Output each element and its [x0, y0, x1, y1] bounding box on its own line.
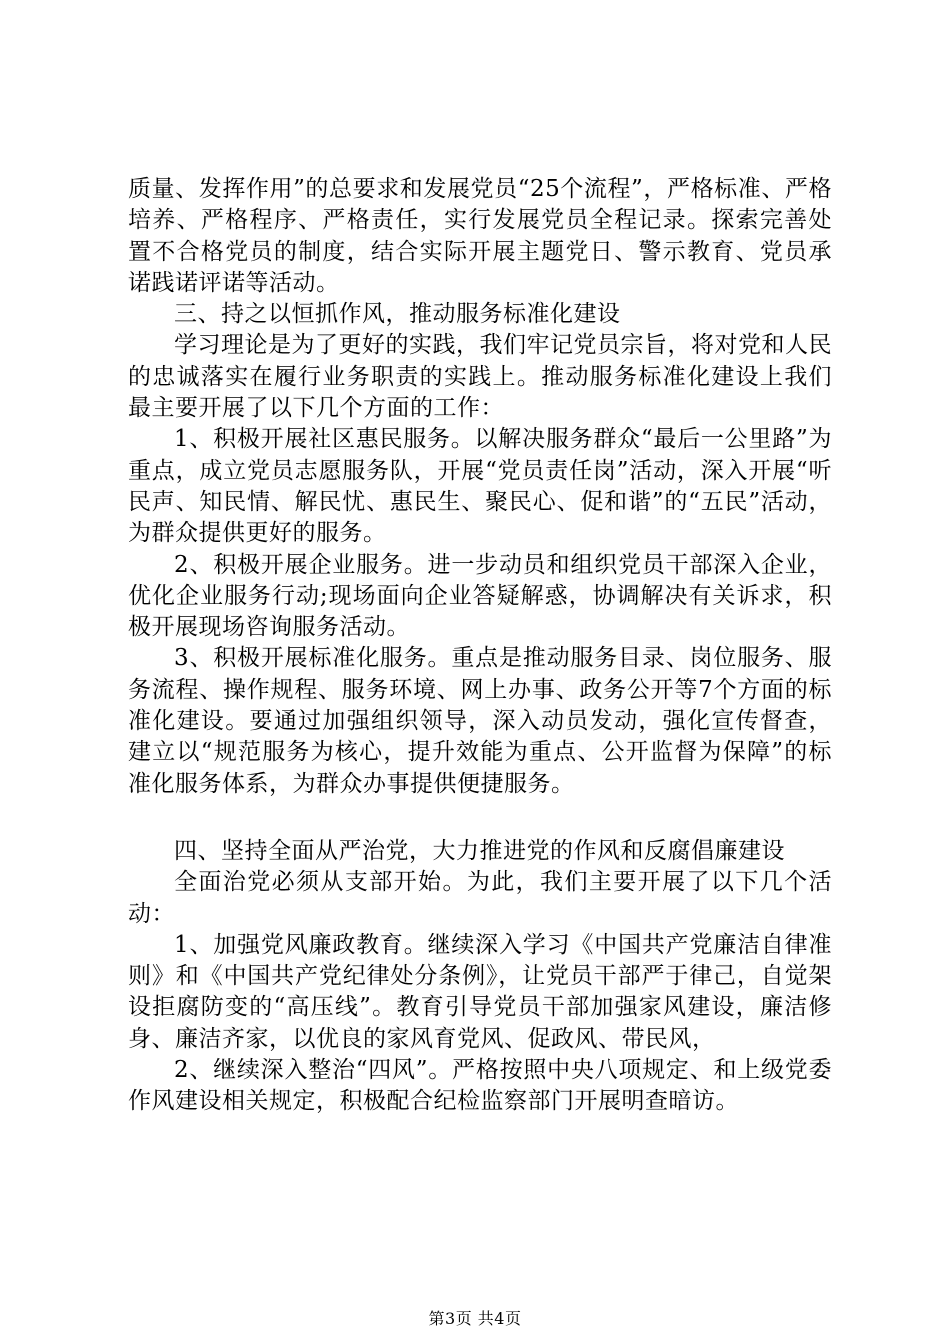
paragraph-intro-4: 全面治党必须从支部开始。为此，我们主要开展了以下几个活动：: [128, 869, 832, 927]
paragraph-item-4-1: 1、加强党风廉政教育。继续深入学习《中国共产党廉洁自律准则》和《中国共产党纪律处分条例》，让党员干部严于律己，自觉架设拒腐防变的“高压线”。教育引导党员干部加强家风建设，廉洁修身、廉洁齐家，以优良的家风育党风、促政风、带民风，: [128, 931, 832, 1052]
paragraph-item-3-2: 2、积极开展企业服务。进一步动员和组织党员干部深入企业，优化企业服务行动;现场面向企业答疑解惑，协调解决有关诉求，积极开展现场咨询服务活动。: [128, 551, 832, 641]
paragraph-item-3-1: 1、积极开展社区惠民服务。以解决服务群众“最后一公里路”为重点，成立党员志愿服务队，开展“党员责任岗”活动，深入开展“听民声、知民情、解民忧、惠民生、聚民心、促和谐”的“五民”活动，为群众提供更好的服务。: [128, 426, 832, 547]
paragraph-intro-3: 学习理论是为了更好的实践，我们牢记党员宗旨，将对党和人民的忠诚落实在履行业务职责的实践上。推动服务标准化建设上我们最主要开展了以下几个方面的工作：: [128, 332, 832, 422]
paragraph-item-3-3: 3、积极开展标准化服务。重点是推动服务目录、岗位服务、服务流程、操作规程、服务环境、网上办事、政务公开等7个方面的标准化建设。要通过加强组织领导，深入动员发动，强化宣传督查，建立以“规范服务为核心，提升效能为重点、公开监督为保障”的标准化服务体系，为群众办事提供便捷服务。: [128, 645, 832, 797]
paragraph-item-4-2: 2、继续深入整治“四风”。严格按照中央八项规定、和上级党委作风建设相关规定，积极配合纪检监察部门开展明查暗访。: [128, 1057, 832, 1115]
page-footer: [0, 1306, 950, 1329]
page-number-label: 第3页 共4页: [428, 1309, 522, 1328]
section-heading-4: 四、坚持全面从严治党，大力推进党的作风和反腐倡廉建设: [174, 837, 785, 864]
paragraph-continuation: 质量、发挥作用”的总要求和发展党员“25个流程”，严格标准、严格培养、严格程序、严格责任，实行发展党员全程记录。探索完善处置不合格党员的制度，结合实际开展主题党日、警示教育、党员承诺践诺评诺等活动。: [128, 176, 832, 296]
section-heading-3: 三、持之以恒抓作风，推动服务标准化建设: [174, 301, 621, 328]
document-body: [128, 174, 832, 1118]
